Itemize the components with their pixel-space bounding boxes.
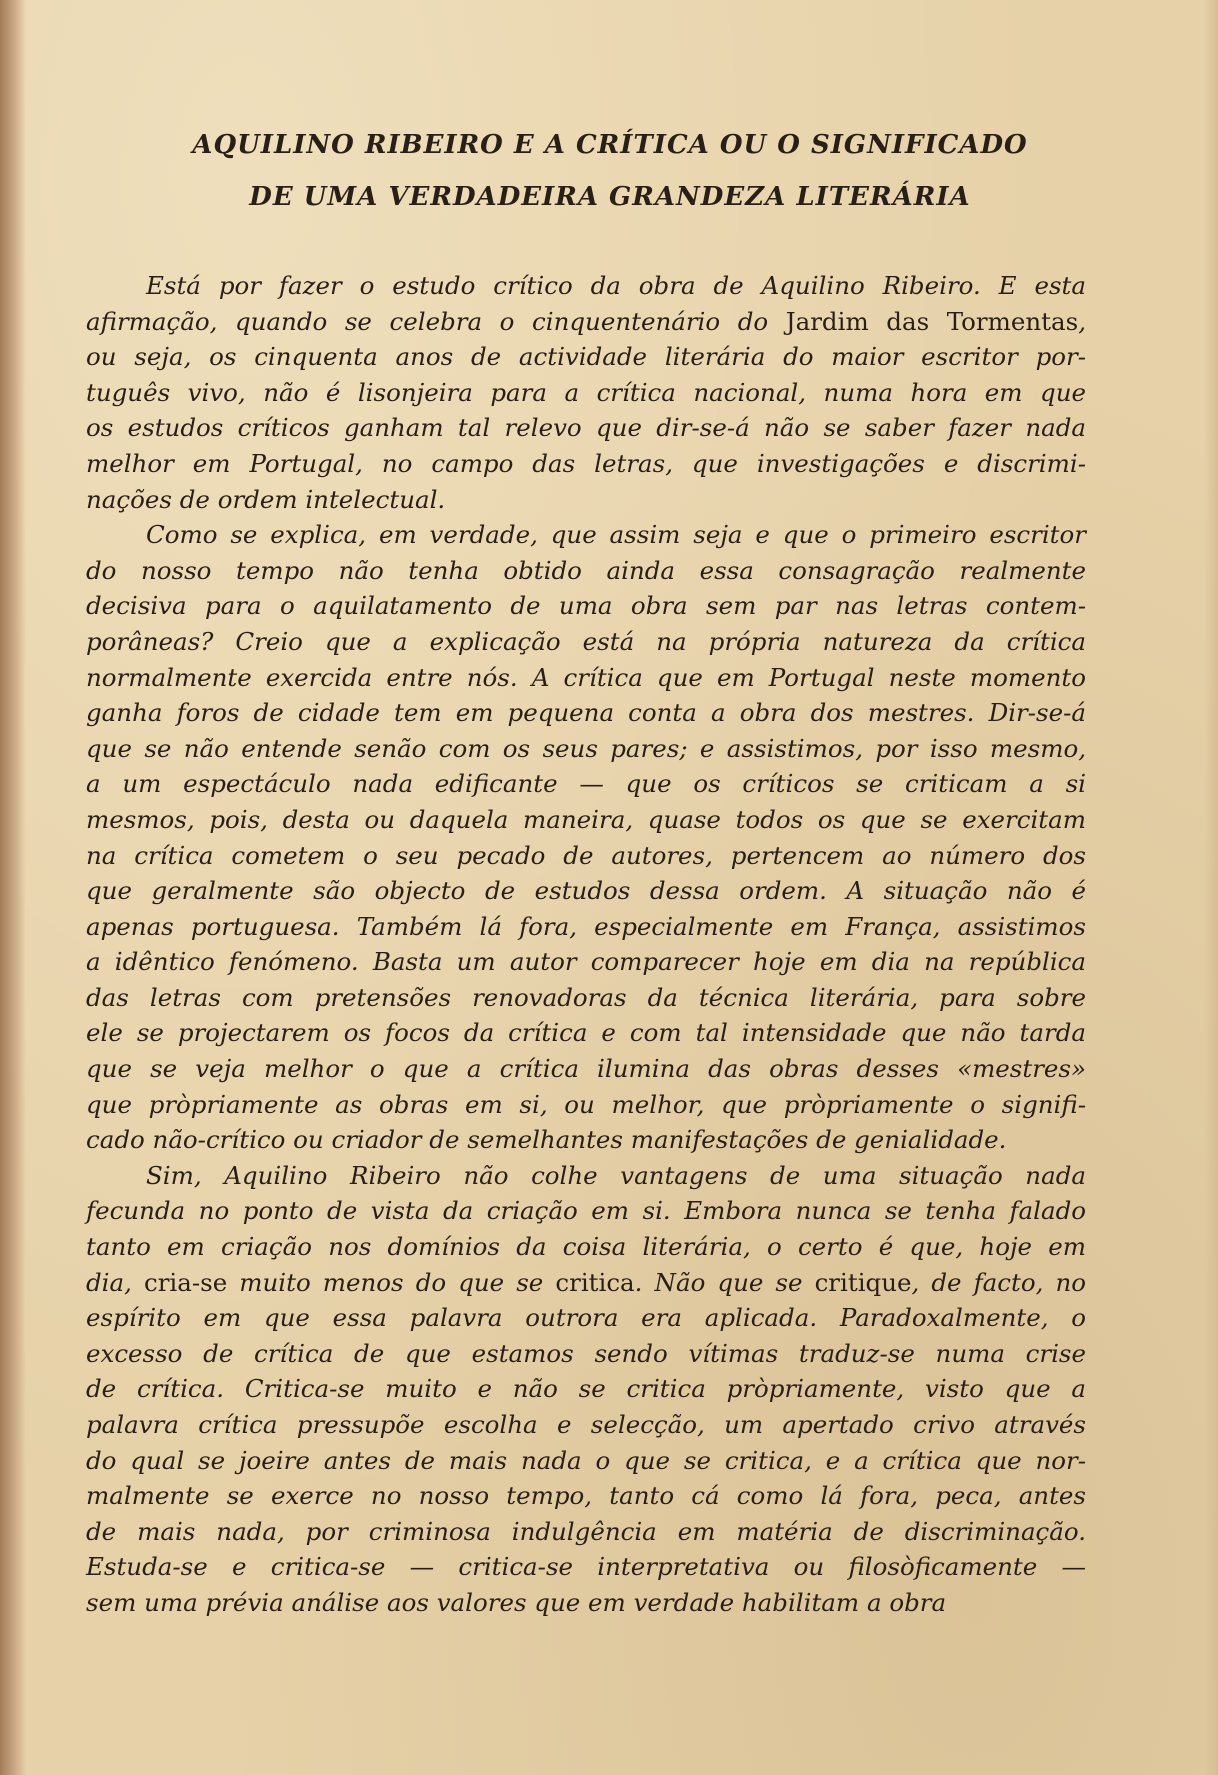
- text-line: Estuda-se e critica-se — critica-se interpretativa ou filosòficamente —: [86, 1552, 1086, 1582]
- upright-text: cria-se: [143, 1267, 228, 1297]
- text-line: que pròpriamente as obras em si, ou melhor, que pròpriamente o signifi-: [86, 1089, 1086, 1119]
- upright-text: critica: [555, 1267, 635, 1297]
- text-line: Como se explica, em verdade, que assim seja e que o primeiro escritor: [146, 520, 1086, 550]
- text-line: que geralmente são objecto de estudos dessa ordem. A situação não é: [86, 876, 1086, 906]
- text-line: que se veja melhor o que a crítica ilumina das obras desses «mestres»: [86, 1054, 1086, 1084]
- text-line: Sim, Aquilino Ribeiro não colhe vantagens de uma situação nada: [146, 1160, 1086, 1190]
- text-line: de crítica. Critica-se muito e não se critica pròpriamente, visto que a: [86, 1374, 1086, 1404]
- text-line: espírito em que essa palavra outrora era aplicada. Paradoxalmente, o: [86, 1303, 1086, 1333]
- text-line: ele se projectarem os focos da crítica e com tal intensidade que não tarda: [86, 1018, 1086, 1048]
- text-line: palavra crítica pressupõe escolha e selecção, um apertado crivo através: [86, 1410, 1086, 1439]
- text-line: a idêntico fenómeno. Basta um autor comparecer hoje em dia na república: [86, 947, 1086, 977]
- text-line: das letras com pretensões renovadoras da técnica literária, para sobre: [86, 982, 1086, 1012]
- text-line: que se não entende senão com os seus pares; e assistimos, por isso mesmo,: [86, 733, 1086, 763]
- text-line: nações de ordem intelectual.: [86, 484, 446, 514]
- text-line: fecunda no ponto de vista da criação em si. Embora nunca se tenha falado: [86, 1196, 1086, 1226]
- text-line: mesmos, pois, desta ou daquela maneira, quase todos os que se exercitam: [86, 804, 1086, 834]
- text-line: normalmente exercida entre nós. A crítica que em Portugal neste momento: [86, 662, 1086, 692]
- text-line: excesso de crítica de que estamos sendo vítimas traduz-se numa crise: [86, 1338, 1086, 1368]
- text-line: Está por fazer o estudo crítico da obra de Aquilino Ribeiro. E esta: [146, 271, 1086, 300]
- text-segment: dia,: [86, 1267, 144, 1297]
- text-line: ou seja, os cinquenta anos de actividade literária do maior escritor por-: [86, 342, 1086, 372]
- text-segment: , de facto, no: [911, 1267, 1086, 1297]
- chapter-title-line-1: AQUILINO RIBEIRO E A CRÍTICA OU O SIGNIFICADO: [192, 130, 1028, 160]
- text-segment: ,: [1078, 306, 1086, 336]
- text-segment: afirmação, quando se celebra o cinquentenário do: [86, 306, 786, 336]
- text-line: do qual se joeire antes de mais nada o que se critica, e a crítica que nor-: [86, 1445, 1086, 1475]
- text-line: na crítica cometem o seu pecado de autores, pertencem ao número dos: [86, 840, 1086, 870]
- paragraph: [86, 268, 1086, 517]
- upright-text: critique: [814, 1267, 912, 1297]
- chapter-title-line-2: DE UMA VERDADEIRA GRANDEZA LITERÁRIA: [249, 182, 971, 212]
- text-line: do nosso tempo não tenha obtido ainda essa consagração realmente: [86, 555, 1086, 585]
- text-line: ganha foros de cidade tem em pequena conta a obra dos mestres. Dir-se-á: [86, 698, 1086, 728]
- text-line: [86, 1265, 1086, 1301]
- paragraph: [86, 1158, 1086, 1621]
- paragraph: [86, 517, 1086, 1158]
- text-line: sem uma prévia análise aos valores que em verdade habilitam a obra: [86, 1587, 947, 1617]
- body-text: [86, 268, 1086, 1621]
- text-line: tanto em criação nos domínios da coisa literária, o certo é que, hoje em: [86, 1232, 1086, 1262]
- text-segment: muito menos do que se: [227, 1267, 556, 1297]
- text-line: melhor em Portugal, no campo das letras, que investigações e discrimi-: [86, 448, 1086, 478]
- text-line: de mais nada, por criminosa indulgência em matéria de discriminação.: [86, 1516, 1086, 1546]
- text-line: decisiva para o aquilatamento de uma obra sem par nas letras contem-: [86, 591, 1086, 621]
- text-line: os estudos críticos ganham tal relevo que dir-se-á não se saber fazer nada: [86, 413, 1086, 443]
- text-line: porâneas? Creio que a explicação está na própria natureza da crítica: [86, 626, 1086, 656]
- text-line: [86, 304, 1086, 340]
- text-line: malmente se exerce no nosso tempo, tanto cá como lá fora, peca, antes: [86, 1481, 1086, 1511]
- text-segment: . Não que se: [634, 1267, 815, 1297]
- text-line: apenas portuguesa. Também lá fora, especialmente em França, assistimos: [86, 911, 1086, 941]
- upright-text: Jardim das Tormentas: [785, 306, 1079, 336]
- text-line: cado não-crítico ou criador de semelhantes manifestações de genialidade.: [86, 1125, 1007, 1155]
- text-line: tuguês vivo, não é lisonjeira para a crítica nacional, numa hora em que: [86, 377, 1086, 407]
- text-line: a um espectáculo nada edificante — que os críticos se criticam a si: [86, 769, 1086, 799]
